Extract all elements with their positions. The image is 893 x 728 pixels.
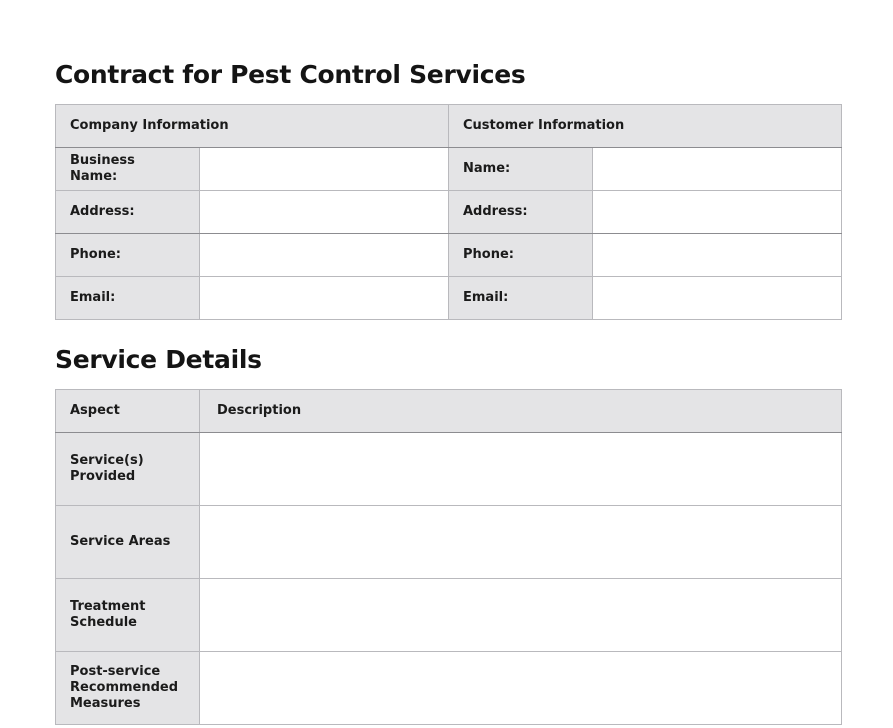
company-phone-label: Phone: <box>56 234 200 277</box>
aspect-label: Service(s) Provided <box>56 433 200 506</box>
aspect-label: Post-service Recommended Measures <box>56 652 200 725</box>
business-name-field[interactable] <box>200 148 449 191</box>
table-row <box>56 433 842 506</box>
table-row <box>56 506 842 579</box>
description-field[interactable] <box>200 506 842 579</box>
company-address-label: Address: <box>56 191 200 234</box>
description-field[interactable] <box>200 652 842 725</box>
company-address-field[interactable] <box>200 191 449 234</box>
customer-phone-field[interactable] <box>593 234 842 277</box>
customer-name-label: Name: <box>449 148 593 191</box>
table-row <box>56 579 842 652</box>
table-header-row <box>56 390 842 433</box>
table-row <box>56 148 842 191</box>
company-phone-field[interactable] <box>200 234 449 277</box>
customer-name-field[interactable] <box>593 148 842 191</box>
table-row <box>56 277 842 320</box>
table-row <box>56 234 842 277</box>
company-customer-table <box>55 104 842 320</box>
aspect-label: Service Areas <box>56 506 200 579</box>
table-row <box>56 191 842 234</box>
company-email-label: Email: <box>56 277 200 320</box>
customer-phone-label: Phone: <box>449 234 593 277</box>
description-column-header: Description <box>200 390 842 433</box>
customer-info-header: Customer Information <box>449 105 842 148</box>
customer-email-field[interactable] <box>593 277 842 320</box>
aspect-column-header: Aspect <box>56 390 200 433</box>
table-header-row <box>56 105 842 148</box>
company-email-field[interactable] <box>200 277 449 320</box>
service-details-title: Service Details <box>55 345 262 374</box>
business-name-label: Business Name: <box>56 148 200 191</box>
service-details-table <box>55 389 842 725</box>
description-field[interactable] <box>200 433 842 506</box>
aspect-label: Treatment Schedule <box>56 579 200 652</box>
company-info-header: Company Information <box>56 105 449 148</box>
description-field[interactable] <box>200 579 842 652</box>
table-row <box>56 652 842 725</box>
customer-address-field[interactable] <box>593 191 842 234</box>
customer-email-label: Email: <box>449 277 593 320</box>
customer-address-label: Address: <box>449 191 593 234</box>
contract-title: Contract for Pest Control Services <box>55 60 526 89</box>
